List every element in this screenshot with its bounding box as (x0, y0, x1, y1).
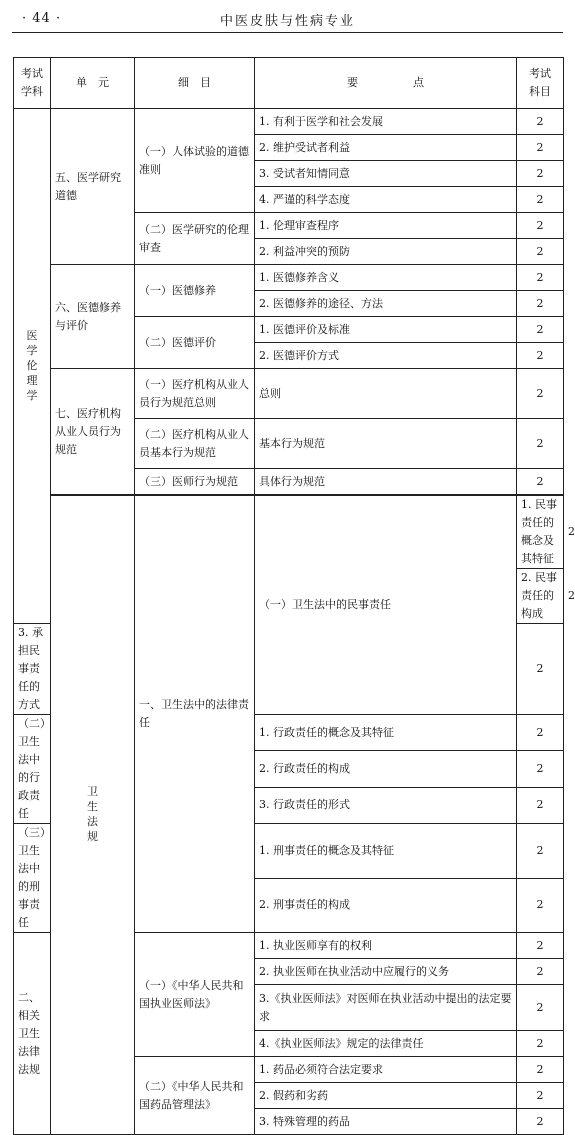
level-cell: 2 (517, 469, 564, 496)
subject-label: 卫生法规 (87, 785, 98, 843)
item-cell: （一）人体试验的道德准则 (135, 109, 255, 213)
table-row (14, 109, 564, 135)
level-cell: 2 (517, 715, 564, 751)
subject-label: 医学伦理学 (26, 328, 38, 402)
level-cell: 2 (517, 135, 564, 161)
point-cell: 总则 (255, 369, 517, 419)
point-cell: 3.《执业医师法》对医师在执业活动中提出的法定要求 (255, 985, 517, 1031)
level-cell: 2 (517, 824, 564, 879)
item-cell: （一）医疗机构从业人员行为规范总则 (135, 369, 255, 419)
point-cell: 1. 行政责任的概念及其特征 (255, 715, 517, 751)
level-cell: 2 (517, 959, 564, 985)
page-title: 中医皮肤与性病专业 (219, 14, 355, 29)
level-cell: 2 (517, 751, 564, 787)
point-cell: 1. 执业医师享有的权利 (255, 933, 517, 959)
level-cell: 2 (517, 369, 564, 419)
level-cell: 2 (517, 317, 564, 343)
subject-cell (51, 495, 135, 1135)
item-cell: （一）医德修养 (135, 265, 255, 317)
level-cell: 2 (517, 343, 564, 369)
point-cell: 2. 民事责任的构成 (517, 569, 564, 624)
item-cell: （二）医学研究的伦理审查 (135, 213, 255, 265)
unit-cell: 一、卫生法中的法律责任 (135, 495, 255, 933)
level-cell: 2 (517, 624, 564, 715)
level-cell: 2 (517, 1057, 564, 1083)
header-subject: 考试 学科 (14, 58, 51, 109)
level-cell: 2 (517, 291, 564, 317)
subject-cell (14, 109, 51, 624)
level-cell: 2 (517, 109, 564, 135)
level-cell: 2 (517, 161, 564, 187)
table-header-row (14, 58, 564, 109)
header-item: 细 目 (135, 58, 255, 109)
header-point: 要 点 (255, 58, 517, 109)
header-rule (12, 32, 563, 33)
level-cell: 2 (517, 985, 564, 1031)
point-cell: 3. 受试者知情同意 (255, 161, 517, 187)
item-cell: （二）《中华人民共和国药品管理法》 (135, 1057, 255, 1135)
point-cell: 2. 维护受试者利益 (255, 135, 517, 161)
level-cell: 2 (517, 419, 564, 469)
point-cell: 2. 假药和劣药 (255, 1083, 517, 1109)
level-cell: 2 (517, 187, 564, 213)
point-cell: 2. 医德修养的途径、方法 (255, 291, 517, 317)
unit-cell: 七、医疗机构从业人员行为规范 (51, 369, 135, 496)
unit-cell: 六、医德修养与评价 (51, 265, 135, 369)
point-cell: 基本行为规范 (255, 419, 517, 469)
point-cell: 1. 刑事责任的概念及其特征 (255, 824, 517, 879)
exam-outline-table (13, 57, 575, 1135)
item-cell: （二）医德评价 (135, 317, 255, 369)
level-cell: 2 (517, 933, 564, 959)
level-cell: 2 (517, 1083, 564, 1109)
point-cell: 3. 承担民事责任的方式 (14, 624, 51, 715)
point-cell: 2. 刑事责任的构成 (255, 878, 517, 933)
point-cell: 具体行为规范 (255, 469, 517, 496)
table-row: 2. 民事责任的构成 2 (14, 569, 564, 624)
point-cell: 1. 药品必须符合法定要求 (255, 1057, 517, 1083)
point-cell: 2. 执业医师在执业活动中应履行的义务 (255, 959, 517, 985)
level-cell: 2 (517, 265, 564, 291)
unit-cell: 五、医学研究道德 (51, 109, 135, 265)
header-unit: 单 元 (51, 58, 135, 109)
item-cell: （三）医师行为规范 (135, 469, 255, 496)
table-row (14, 265, 564, 291)
point-cell: 3. 特殊管理的药品 (255, 1109, 517, 1135)
level-cell: 2 (517, 213, 564, 239)
point-cell: 2. 利益冲突的预防 (255, 239, 517, 265)
point-cell: 1. 医德修养含义 (255, 265, 517, 291)
level-cell: 2 (517, 787, 564, 823)
table-row: 卫生法规 一、卫生法中的法律责任 （一）卫生法中的民事责任 1. 民事责任的概念及其特征 2 (14, 495, 564, 569)
point-cell: 1. 有利于医学和社会发展 (255, 109, 517, 135)
level-cell: 2 (517, 878, 564, 933)
level-cell: 2 (517, 1109, 564, 1135)
item-cell: （二）医疗机构从业人员基本行为规范 (135, 419, 255, 469)
item-cell: （一）卫生法中的民事责任 (255, 495, 517, 715)
point-cell: 1. 伦理审查程序 (255, 213, 517, 239)
table-row (14, 369, 564, 419)
level-cell: 2 (517, 239, 564, 265)
point-cell: 2. 医德评价方式 (255, 343, 517, 369)
point-cell: 4.《执业医师法》规定的法律责任 (255, 1031, 517, 1057)
page-number: · 44 · (22, 11, 62, 26)
item-cell: （三）卫生法中的刑事责任 (14, 824, 51, 933)
point-cell: 1. 医德评价及标准 (255, 317, 517, 343)
header-level: 考试 科目 (517, 58, 564, 109)
point-cell: 3. 行政责任的形式 (255, 787, 517, 823)
point-cell: 1. 民事责任的概念及其特征 (517, 495, 564, 569)
unit-cell: 二、相关卫生法律法规 (14, 933, 51, 1135)
level-cell: 2 (517, 1031, 564, 1057)
item-cell: （二）卫生法中的行政责任 (14, 715, 51, 824)
point-cell: 4. 严谨的科学态度 (255, 187, 517, 213)
point-cell: 2. 行政责任的构成 (255, 751, 517, 787)
item-cell: （一）《中华人民共和国执业医师法》 (135, 933, 255, 1057)
